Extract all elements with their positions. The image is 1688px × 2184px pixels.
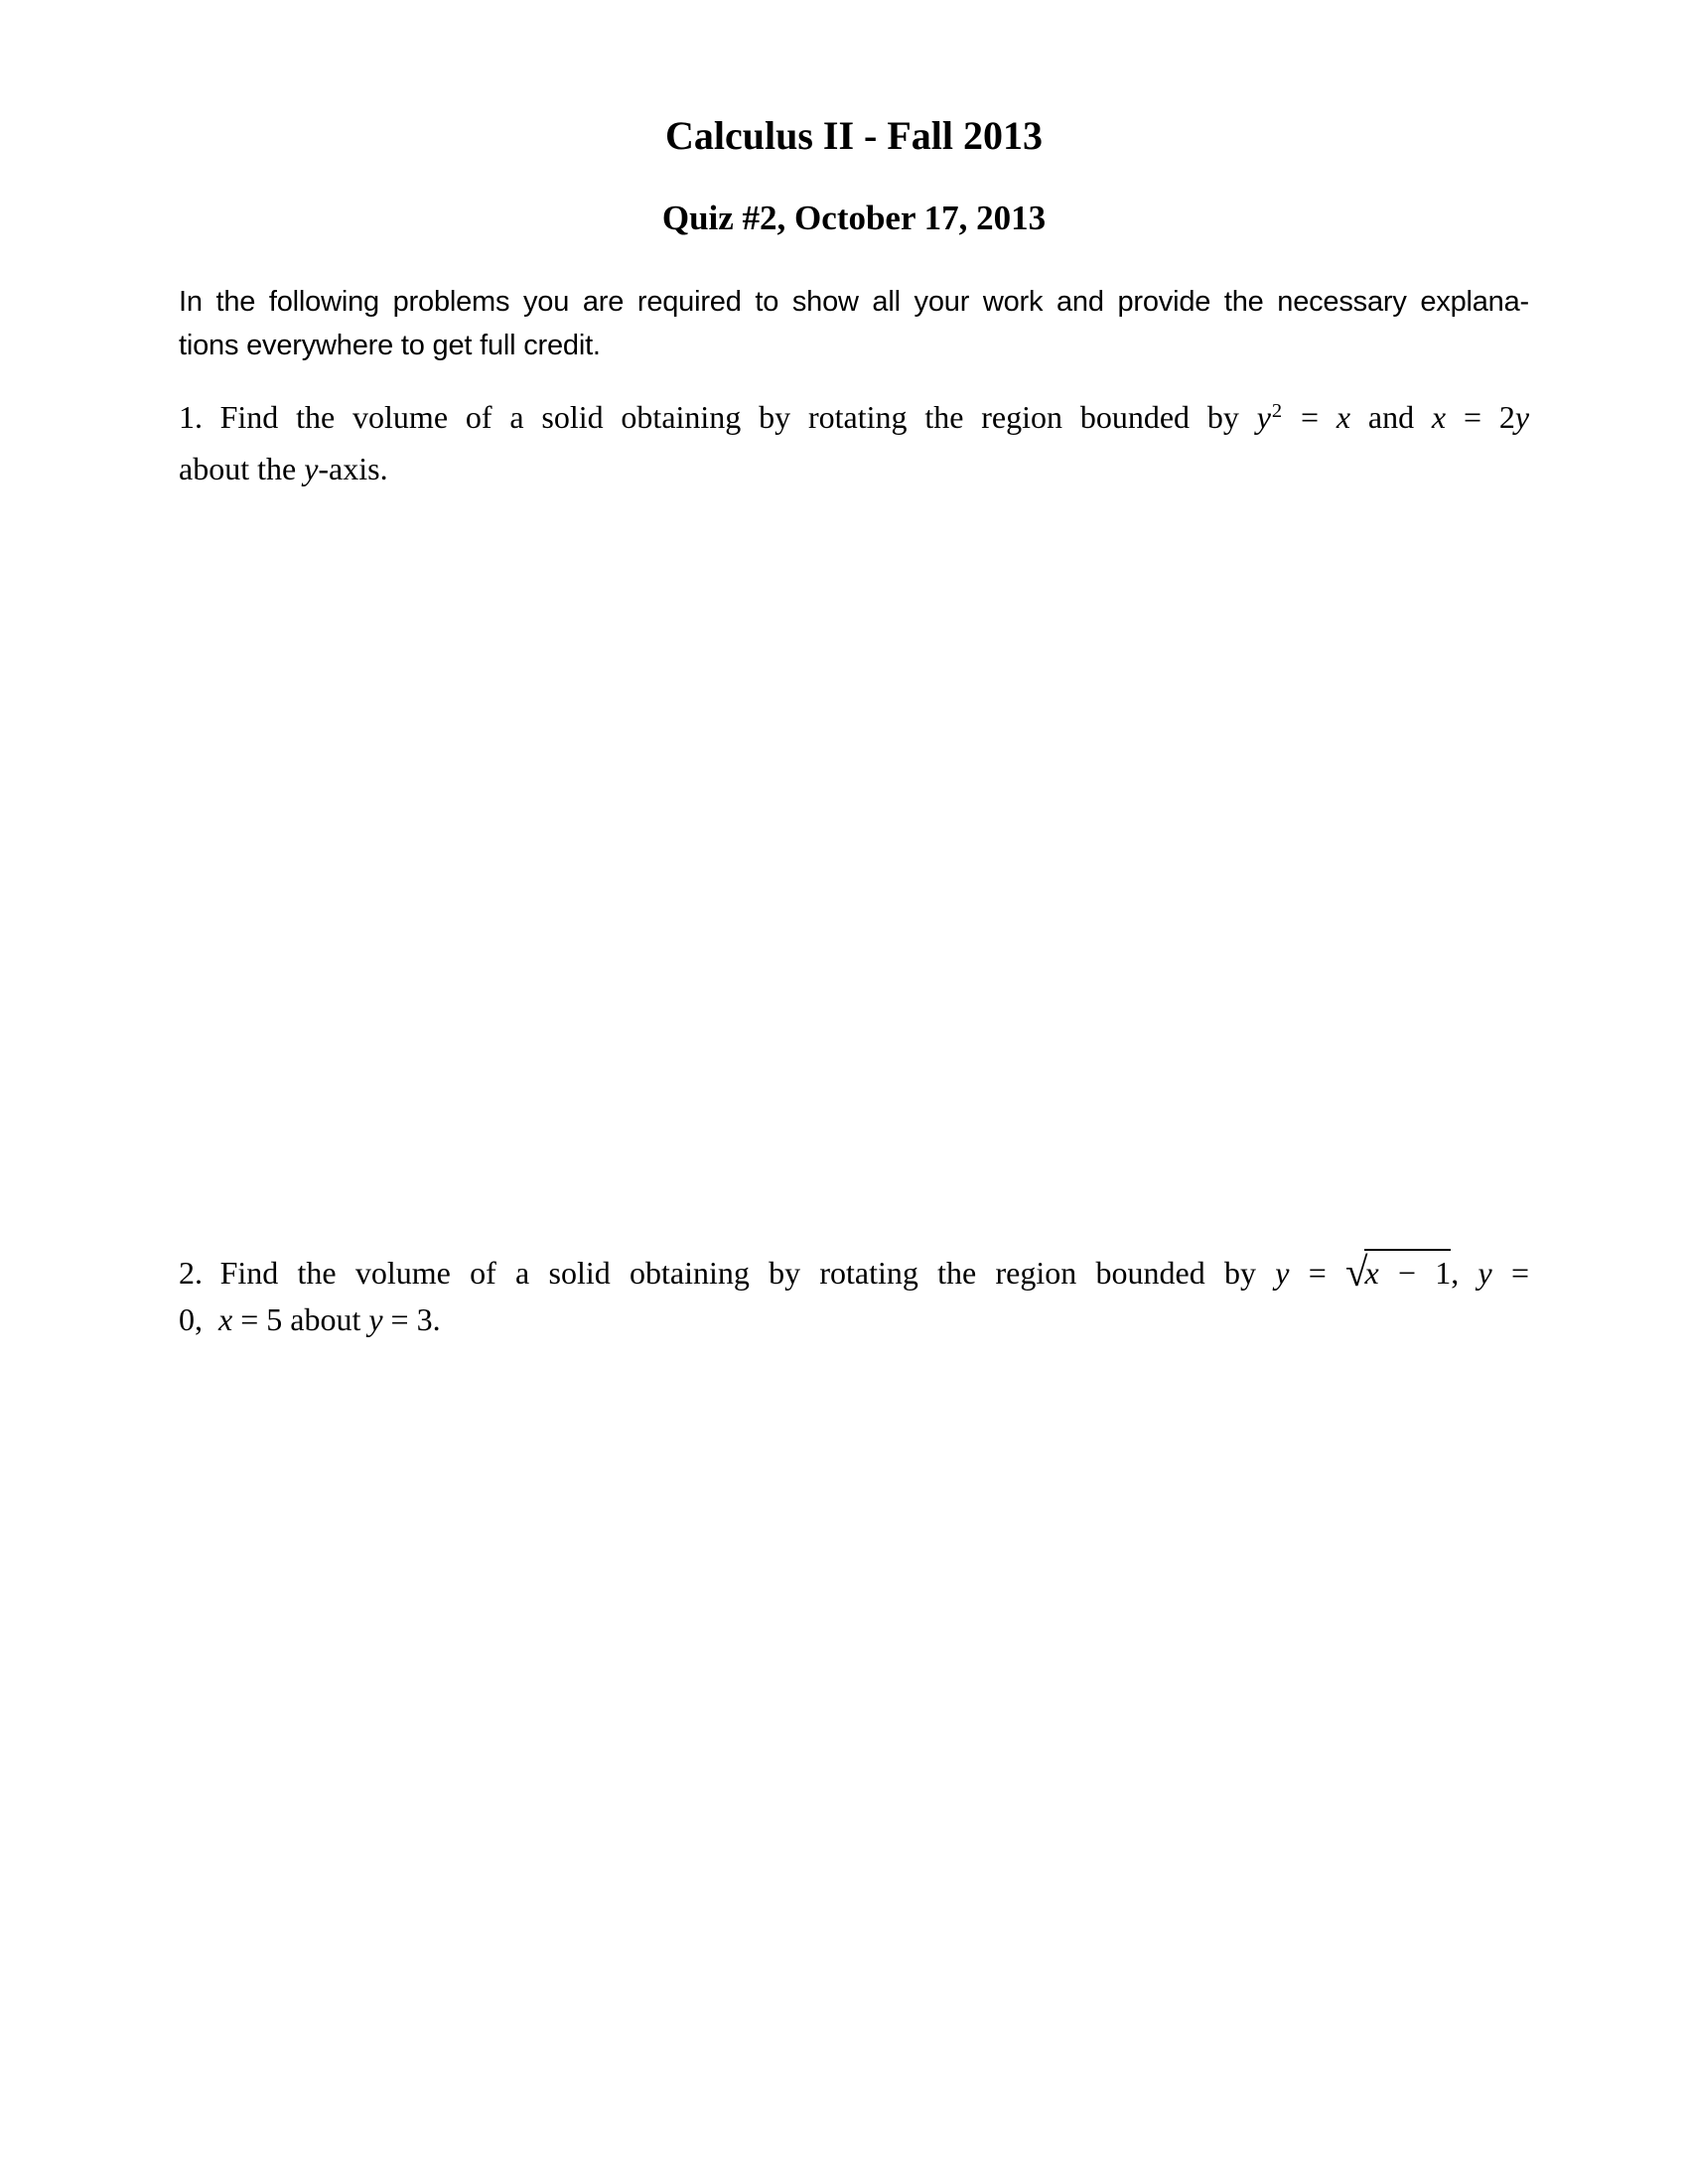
problem-1 (179, 394, 1529, 492)
problem-1-line-1: 1. Find the volume of a solid obtaining by rotating the region bounded by $y^2 = x$ and x = 2y (179, 399, 1530, 435)
problem-2 (179, 1250, 1529, 1343)
problem-1-line-2: about the y-axis. (179, 451, 388, 486)
quiz-subtitle: Quiz #2, October 17, 2013 (661, 199, 1047, 237)
quiz-title: Calculus II - Fall 2013 (664, 113, 1044, 158)
instructions-paragraph (179, 280, 1529, 367)
instructions-line-2: tions everywhere to get full credit. (179, 330, 601, 361)
problem-2-line-2: 0, x = 5 about y = 3. (179, 1301, 441, 1337)
problem-2-line-1: 2. Find the volume of a solid obtaining by rotating the region bounded by y = √x − 1, y = (179, 1248, 1530, 1295)
instructions-line-1: In the following problems you are required to show all your work and provide the necessary explana- (179, 286, 1529, 318)
